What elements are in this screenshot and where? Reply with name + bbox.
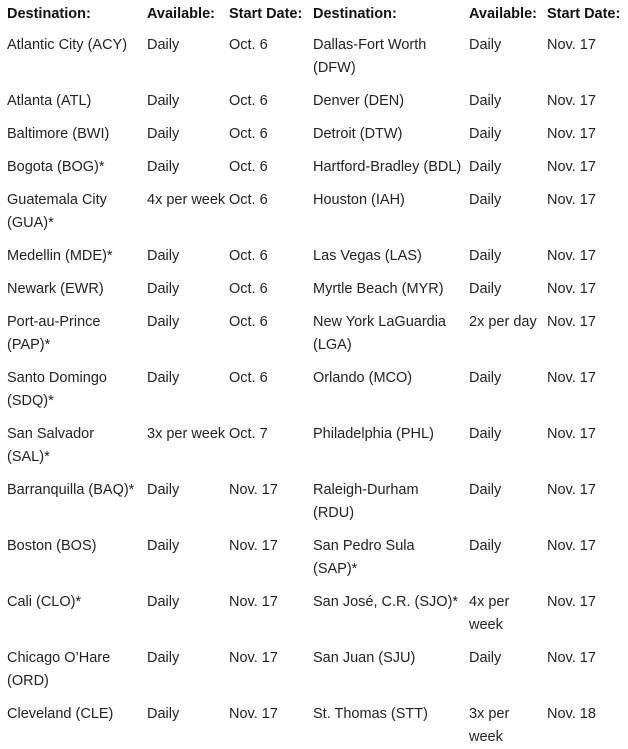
cell-start-date-left: Nov. 17 bbox=[229, 650, 278, 666]
cell-available-right: Daily bbox=[469, 192, 502, 208]
table-row bbox=[0, 28, 628, 80]
cell-start-date-left: Nov. 17 bbox=[229, 482, 278, 498]
cell-available-right: Daily bbox=[469, 159, 502, 175]
cell-available-right: 2x per day bbox=[469, 314, 537, 330]
cell-destination-right: Orlando (MCO) bbox=[313, 370, 413, 386]
cell-available-left: Daily bbox=[147, 37, 180, 53]
cell-start-date-right: Nov. 17 bbox=[547, 93, 596, 109]
cell-start-date-right: Nov. 17 bbox=[547, 538, 596, 554]
cell-start-date-right: Nov. 17 bbox=[547, 482, 596, 498]
cell-available-right: Daily bbox=[469, 482, 502, 498]
cell-start-date-right: Nov. 17 bbox=[547, 126, 596, 142]
cell-destination-left: Cali (CLO)* bbox=[7, 594, 82, 610]
cell-available-right: Daily bbox=[469, 248, 502, 264]
cell-start-date-left: Nov. 17 bbox=[229, 594, 278, 610]
cell-destination-right: Houston (IAH) bbox=[313, 192, 405, 208]
cell-available-left: Daily bbox=[147, 159, 180, 175]
cell-available-right: Daily bbox=[469, 370, 502, 386]
cell-start-date-right: Nov. 17 bbox=[547, 37, 596, 53]
table-row bbox=[0, 146, 628, 179]
cell-start-date-right: Nov. 17 bbox=[547, 650, 596, 666]
cell-destination-right: Dallas-Fort Worth (DFW) bbox=[313, 37, 427, 76]
cell-available-left: Daily bbox=[147, 93, 180, 109]
table-row bbox=[0, 525, 628, 581]
cell-available-right: Daily bbox=[469, 37, 502, 53]
table-row bbox=[0, 357, 628, 413]
cell-destination-left: Bogota (BOG)* bbox=[7, 159, 105, 175]
cell-destination-left: Chicago O’Hare (ORD) bbox=[7, 650, 111, 689]
cell-available-left: 3x per week bbox=[147, 426, 226, 442]
cell-start-date-right: Nov. 18 bbox=[547, 706, 596, 722]
cell-destination-left: Cleveland (CLE) bbox=[7, 706, 114, 722]
table-row bbox=[0, 235, 628, 268]
cell-start-date-left: Oct. 6 bbox=[229, 192, 268, 208]
table-row bbox=[0, 637, 628, 693]
cell-destination-right: New York LaGuardia (LGA) bbox=[313, 314, 446, 353]
cell-destination-right: Raleigh-Durham (RDU) bbox=[313, 482, 419, 521]
table-row bbox=[0, 301, 628, 357]
cell-available-left: Daily bbox=[147, 370, 180, 386]
cell-start-date-left: Oct. 6 bbox=[229, 126, 268, 142]
table-header bbox=[0, 0, 628, 28]
cell-destination-left: Port-au-Prince (PAP)* bbox=[7, 314, 101, 353]
cell-start-date-right: Nov. 17 bbox=[547, 192, 596, 208]
cell-destination-left: Baltimore (BWI) bbox=[7, 126, 110, 142]
cell-destination-left: Boston (BOS) bbox=[7, 538, 97, 554]
header-destination-right: Destination: bbox=[313, 6, 397, 22]
cell-destination-right: Denver (DEN) bbox=[313, 93, 405, 109]
cell-available-right: Daily bbox=[469, 650, 502, 666]
header-available-left: Available: bbox=[147, 6, 215, 22]
cell-start-date-left: Nov. 17 bbox=[229, 538, 278, 554]
cell-destination-right: Las Vegas (LAS) bbox=[313, 248, 422, 264]
cell-destination-right: Myrtle Beach (MYR) bbox=[313, 281, 444, 297]
cell-start-date-left: Oct. 6 bbox=[229, 370, 268, 386]
cell-available-right: 3x per week bbox=[469, 706, 510, 745]
cell-available-left: Daily bbox=[147, 538, 180, 554]
cell-available-left: Daily bbox=[147, 482, 180, 498]
cell-destination-left: Atlantic City (ACY) bbox=[7, 37, 128, 53]
cell-start-date-left: Oct. 6 bbox=[229, 159, 268, 175]
cell-destination-left: San Salvador (SAL)* bbox=[7, 426, 95, 465]
cell-available-right: Daily bbox=[469, 93, 502, 109]
table-body bbox=[0, 28, 628, 749]
header-start-date-left: Start Date: bbox=[229, 6, 303, 22]
cell-start-date-right: Nov. 17 bbox=[547, 594, 596, 610]
cell-start-date-right: Nov. 17 bbox=[547, 159, 596, 175]
table-row bbox=[0, 693, 628, 749]
cell-start-date-left: Oct. 6 bbox=[229, 37, 268, 53]
cell-start-date-left: Oct. 7 bbox=[229, 426, 268, 442]
cell-destination-right: Philadelphia (PHL) bbox=[313, 426, 434, 442]
cell-destination-left: Santo Domingo (SDQ)* bbox=[7, 370, 107, 409]
cell-start-date-left: Oct. 6 bbox=[229, 281, 268, 297]
cell-start-date-right: Nov. 17 bbox=[547, 281, 596, 297]
cell-destination-right: San José, C.R. (SJO)* bbox=[313, 594, 459, 610]
table-row bbox=[0, 469, 628, 525]
cell-destination-right: San Juan (SJU) bbox=[313, 650, 416, 666]
cell-available-left: Daily bbox=[147, 314, 180, 330]
cell-destination-right: Hartford-Bradley (BDL) bbox=[313, 159, 462, 175]
cell-available-right: Daily bbox=[469, 126, 502, 142]
table-row bbox=[0, 268, 628, 301]
cell-start-date-left: Oct. 6 bbox=[229, 93, 268, 109]
cell-available-right: Daily bbox=[469, 426, 502, 442]
cell-available-right: Daily bbox=[469, 538, 502, 554]
table-row bbox=[0, 113, 628, 146]
cell-available-left: 4x per week bbox=[147, 192, 226, 208]
cell-available-right: 4x per week bbox=[469, 594, 510, 633]
cell-available-left: Daily bbox=[147, 126, 180, 142]
cell-start-date-right: Nov. 17 bbox=[547, 426, 596, 442]
cell-start-date-right: Nov. 17 bbox=[547, 370, 596, 386]
cell-start-date-left: Nov. 17 bbox=[229, 706, 278, 722]
cell-available-left: Daily bbox=[147, 650, 180, 666]
header-start-date-right: Start Date: bbox=[547, 6, 621, 22]
cell-start-date-left: Oct. 6 bbox=[229, 314, 268, 330]
cell-destination-right: Detroit (DTW) bbox=[313, 126, 403, 142]
table-row bbox=[0, 179, 628, 235]
cell-destination-left: Barranquilla (BAQ)* bbox=[7, 482, 135, 498]
cell-available-left: Daily bbox=[147, 248, 180, 264]
cell-destination-left: Guatemala City (GUA)* bbox=[7, 192, 107, 231]
cell-destination-left: Newark (EWR) bbox=[7, 281, 104, 297]
table-row bbox=[0, 80, 628, 113]
header-destination-left: Destination: bbox=[7, 6, 91, 22]
table-row bbox=[0, 413, 628, 469]
cell-destination-left: Medellin (MDE)* bbox=[7, 248, 113, 264]
cell-start-date-right: Nov. 17 bbox=[547, 314, 596, 330]
table-row bbox=[0, 581, 628, 637]
cell-available-left: Daily bbox=[147, 594, 180, 610]
cell-available-right: Daily bbox=[469, 281, 502, 297]
cell-destination-left: Atlanta (ATL) bbox=[7, 93, 92, 109]
header-available-right: Available: bbox=[469, 6, 537, 22]
cell-destination-right: San Pedro Sula (SAP)* bbox=[313, 538, 415, 577]
cell-start-date-right: Nov. 17 bbox=[547, 248, 596, 264]
cell-start-date-left: Oct. 6 bbox=[229, 248, 268, 264]
cell-destination-right: St. Thomas (STT) bbox=[313, 706, 428, 722]
cell-available-left: Daily bbox=[147, 281, 180, 297]
cell-available-left: Daily bbox=[147, 706, 180, 722]
header-row bbox=[0, 0, 628, 28]
